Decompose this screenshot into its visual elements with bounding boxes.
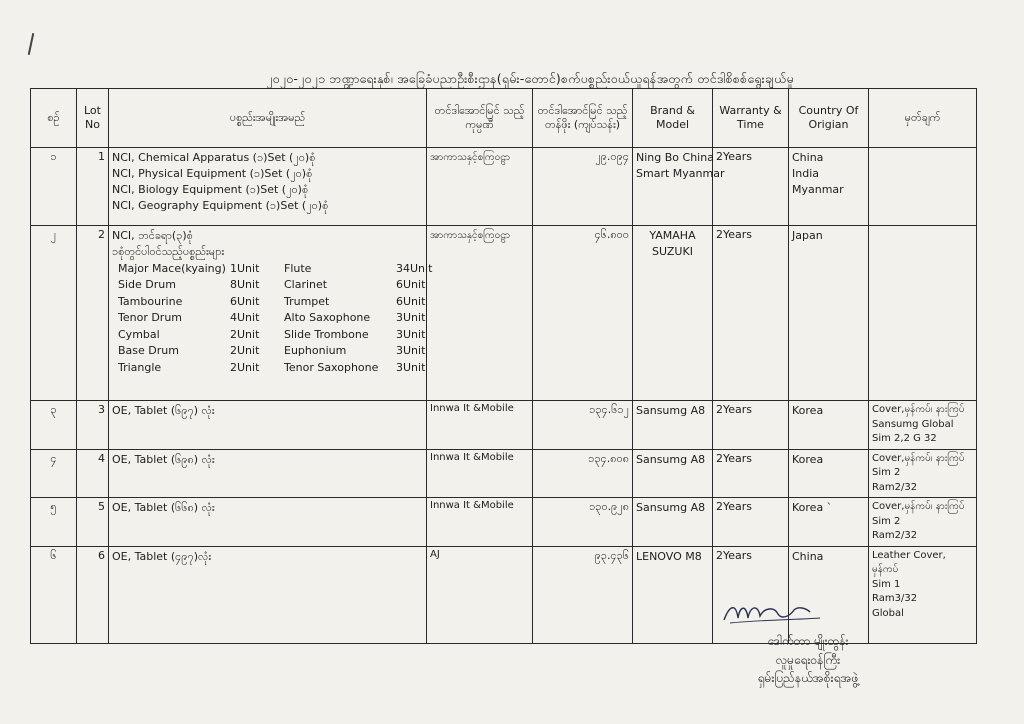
cell-country-line: China [792, 151, 824, 164]
cell-warranty-text: 2Years [716, 451, 753, 465]
cell-warranty [713, 546, 789, 643]
cell-brand [633, 449, 713, 498]
cell-no [31, 148, 77, 226]
cell-brand-line: SUZUKI [652, 244, 693, 258]
instrument-qty2: 3Unit [396, 344, 426, 358]
cell-no-text: ၂ [50, 228, 57, 241]
cell-items-line: NCI, Physical Equipment (၁)Set (၂၀)စုံ [112, 166, 313, 180]
cell-country-line: Japan [792, 229, 823, 242]
header-items: ပစ္စည်းအမျိုးအမည် [109, 89, 427, 148]
instrument-name2: Slide Trombone [284, 327, 369, 341]
instrument-name2: Alto Saxophone [284, 311, 371, 325]
cell-brand-line: Sansumg A8 [636, 404, 706, 417]
instrument-qty2: 6Unit [396, 294, 426, 308]
cell-price [533, 226, 633, 401]
cell-no-text: ၅ [50, 500, 57, 513]
cell-remarks-line: Ram3/32 [872, 593, 918, 604]
cell-brand-line: YAMAHA [649, 229, 696, 242]
cell-remarks-line: Cover,မှန်ကပ်၊ နားကြပ် [872, 452, 965, 464]
cell-price [533, 401, 633, 450]
header-brand: Brand & Model [633, 89, 713, 148]
instrument-list [112, 261, 433, 377]
cell-brand-line: Sansumg A8 [636, 452, 706, 466]
cell-country-line: Korea [792, 404, 824, 417]
instrument-qty: 6Unit [230, 294, 260, 308]
instrument-qty2: 6Unit [396, 278, 426, 292]
cell-no-text: ၁ [50, 150, 57, 163]
cell-items [109, 498, 427, 547]
cell-items-line: OE, Tablet (၄၉၇)လုံး [112, 549, 212, 563]
instrument-name2: Tenor Saxophone [284, 360, 379, 374]
cell-items [109, 546, 427, 643]
cell-company [427, 546, 533, 643]
instrument-name: Tambourine [118, 294, 183, 308]
cell-price [533, 449, 633, 498]
cell-brand [633, 226, 713, 401]
cell-price-text: ၄၆.၈၀၀ [594, 228, 629, 241]
cell-warranty [713, 226, 789, 401]
cell-no [31, 546, 77, 643]
cell-company-text: Innwa It &Mobile [430, 451, 514, 463]
cell-company [427, 148, 533, 226]
instrument-name: Triangle [118, 360, 162, 374]
cell-brand-line: LENOVO M8 [636, 549, 702, 563]
cell-brand [633, 546, 713, 643]
cell-company [427, 401, 533, 450]
header-warranty: Warranty & Time [713, 89, 789, 148]
header-company: တင်ဒါအောင်မြင် သည့်ကုမ္ပဏီ [427, 89, 533, 148]
instrument-name: Base Drum [118, 344, 179, 358]
cell-warranty-text: 2Years [716, 228, 753, 241]
cell-remarks-line: Cover,မှန်ကပ်၊ နားကြပ် [872, 501, 965, 512]
cell-company [427, 449, 533, 498]
signer-org: ရှမ်းပြည်နယ်အစိုးရအဖွဲ့ [757, 671, 859, 686]
cell-lot [77, 449, 109, 498]
cell-items [109, 449, 427, 498]
instrument-name: Cymbal [118, 327, 160, 341]
cell-no [31, 449, 77, 498]
cell-lot-text: 6 [98, 548, 105, 562]
cell-remarks [869, 226, 977, 401]
cell-no-text: ၆ [50, 548, 57, 562]
cell-country-line: India [792, 166, 819, 180]
cell-brand [633, 148, 725, 226]
cell-remarks-line: Ram2/32 [872, 481, 918, 493]
cell-lot-text: 4 [98, 451, 105, 465]
cell-remarks [869, 498, 977, 547]
cell-warranty-text: 2Years [716, 548, 753, 562]
cell-company [427, 498, 533, 547]
cell-remarks-line: Sim 1 [872, 578, 901, 590]
cell-items-line: ၁စုံတွင်ပါဝင်သည့်ပစ္စည်းများ [112, 244, 225, 258]
cell-brand [633, 401, 713, 450]
header-price: တင်ဒါအောင်မြင် သည့်တန်ဖိုး (ကျပ်သန်း) [533, 89, 633, 148]
cell-no-text: ၃ [50, 403, 57, 416]
cell-price [533, 148, 633, 226]
cell-country [789, 226, 869, 401]
cell-warranty [713, 401, 789, 450]
cell-company [427, 226, 533, 401]
page-title: ၂၀၂၀-၂၀၂၁ ဘဏ္ဍာရေးနှစ်၊ အခြေခံပညာဦးစီးဌာန(ရှမ်း-တောင်)စက်ပစ္စည်းဝယ်ယူရန်အတွက် တင်ဒါစိစစ်ရွေးချယ်မှု [266, 71, 794, 86]
cell-lot [77, 148, 109, 226]
cell-items-line: NCI, Biology Equipment (၁)Set (၂၀)စုံ [112, 182, 309, 196]
cell-country [789, 449, 869, 498]
table-row [31, 449, 977, 498]
cell-remarks-line: Global [872, 607, 904, 619]
cell-warranty [713, 498, 789, 547]
cell-price [533, 498, 633, 547]
instrument-qty: 4Unit [230, 311, 260, 325]
cell-remarks [869, 449, 977, 498]
table-header-row [31, 89, 977, 148]
cell-price-text: ၂၉.၀၉၄ [595, 150, 629, 163]
instrument-name: Side Drum [118, 278, 176, 292]
instrument-qty: 8Unit [230, 278, 260, 292]
cell-items [109, 401, 427, 450]
cell-country-line: Myanmar [792, 182, 844, 196]
signature-block [728, 632, 888, 688]
table-body [31, 148, 977, 644]
instrument-name2: Trumpet [284, 294, 330, 308]
cell-remarks [869, 401, 977, 450]
instrument-qty: 2Unit [230, 360, 260, 374]
cell-lot-text: 3 [98, 403, 105, 416]
cell-remarks-line: Ram2/32 [872, 530, 918, 541]
cell-remarks [869, 546, 977, 643]
table-row [31, 148, 977, 226]
cell-price-text: ၁၃၀.၉၂၈ [589, 500, 629, 513]
cell-lot-text: 1 [98, 150, 105, 163]
header-lot: Lot No [77, 89, 109, 148]
tender-table [30, 88, 977, 644]
cell-brand [633, 498, 713, 547]
cell-lot [77, 401, 109, 450]
instrument-name2: Clarinet [284, 278, 328, 292]
cell-remarks-line: Leather Cover, [872, 549, 946, 561]
cell-company-text: Innwa It &Mobile [430, 500, 514, 511]
cell-country [789, 148, 869, 226]
cell-lot-text: 2 [98, 228, 105, 241]
cell-items [109, 148, 427, 226]
table-row [31, 498, 977, 547]
cell-price-text: ၉၃.၄၃၆ [594, 548, 629, 562]
cell-no [31, 498, 77, 547]
cell-items-line: OE, Tablet (၆၉၇) လုံး [112, 404, 215, 417]
cell-items-line: NCI, Chemical Apparatus (၁)Set (၂၀)စုံ [112, 151, 316, 164]
cell-remarks-line: Cover,မှန်ကပ်၊ နားကြပ် [872, 404, 965, 415]
cell-items-line: NCI, ဘင်ခရာ(၃)စုံ [112, 229, 193, 242]
instrument-name2: Flute [284, 261, 312, 275]
cell-company-text: AJ [430, 548, 440, 560]
cell-brand-line: Smart Myanmar [636, 166, 725, 180]
table-row [31, 226, 977, 401]
instrument-qty2: 3Unit [396, 311, 426, 325]
instrument-name: Major Mace(kyaing) [118, 261, 226, 275]
cell-items [109, 226, 433, 401]
instrument-qty: 2Unit [230, 327, 260, 341]
header-no: စဉ် [31, 89, 77, 148]
instrument-qty2: 3Unit [396, 360, 426, 374]
cell-country [789, 401, 869, 450]
signer-name: ဒေါက်တာ မျိုးထွန်း [767, 634, 849, 648]
cell-company-text: အာကာသနှင့်စကြဝဠာ [430, 230, 511, 241]
table-row [31, 546, 977, 643]
cell-warranty-text: 2Years [716, 403, 753, 416]
cell-country-line: Korea [792, 452, 824, 466]
cell-remarks [869, 148, 977, 226]
signer-title: လူမှုရေးဝန်ကြီး [775, 652, 841, 667]
signature-scribble [720, 598, 830, 626]
cell-company-text: အာကာသနှင့်စကြဝဠာ [430, 152, 511, 163]
header-country: Country Of Origian [789, 89, 869, 148]
cell-items-line: OE, Tablet (၆၆၈) လုံး [112, 501, 215, 514]
cell-remarks-line: Sim 2 [872, 467, 901, 478]
instrument-qty2: 34Unit [396, 261, 433, 275]
cell-company-text: Innwa It &Mobile [430, 403, 514, 414]
cell-remarks-line: Sansumg Global [872, 418, 954, 430]
instrument-qty: 1Unit [230, 261, 260, 275]
cell-no [31, 226, 77, 401]
cell-country [789, 498, 869, 547]
cell-lot [77, 226, 109, 401]
table-row [31, 401, 977, 450]
cell-warranty-text: 2Years [716, 500, 753, 513]
cell-lot [77, 546, 109, 643]
instrument-qty2: 3Unit [396, 327, 426, 341]
cell-country-line: China [792, 549, 824, 563]
cell-country [789, 546, 869, 643]
cell-price [533, 546, 633, 643]
margin-pen-mark [28, 33, 35, 55]
cell-lot [77, 498, 109, 547]
cell-remarks-line: မှန်ကပ် [872, 564, 899, 575]
cell-country-line: Korea ` [792, 501, 833, 514]
cell-no-text: ၄ [50, 451, 57, 465]
cell-lot-text: 5 [98, 500, 105, 513]
header-remarks: မှတ်ချက် [869, 89, 977, 148]
cell-warranty [713, 449, 789, 498]
cell-remarks-line: Sim 2 [872, 515, 901, 527]
cell-remarks-line: Sim 2,2 G 32 [872, 433, 937, 444]
cell-items-line: OE, Tablet (၆၉၈) လုံး [112, 452, 215, 466]
cell-price-text: ၁၃၄.၆၁၂ [589, 403, 629, 416]
instrument-name2: Euphonium [284, 344, 347, 358]
cell-no [31, 401, 77, 450]
cell-brand-line: Sansumg A8 [636, 501, 706, 514]
cell-warranty [713, 148, 789, 226]
cell-price-text: ၁၃၄.၈၀၈ [588, 451, 629, 465]
cell-warranty-text: 2Years [716, 150, 753, 163]
instrument-name: Tenor Drum [118, 311, 183, 325]
cell-brand-line: Ning Bo China [636, 151, 714, 164]
instrument-qty: 2Unit [230, 344, 260, 358]
cell-items-line: NCI, Geography Equipment (၁)Set (၂၀)စုံ [112, 198, 329, 212]
